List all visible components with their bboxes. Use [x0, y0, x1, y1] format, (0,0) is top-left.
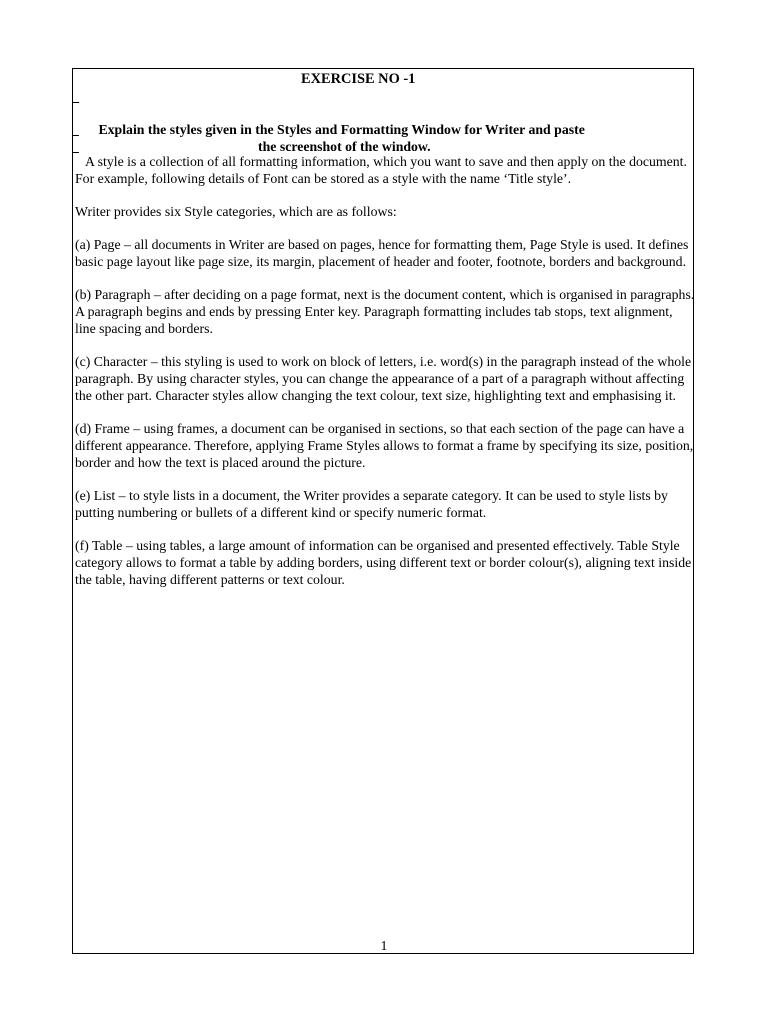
paragraph-list-style: (e) List – to style lists in a document, the Writer provides a separate category. It can be used to style lists by putting numbering or bullets of a different kind or specify numeric format.: [75, 488, 668, 520]
paragraph-intro: A style is a collection of all formatting information, which you want to save and then apply on the document. For example, following details of Font can be stored as a style with the name ‘Title style’.: [75, 154, 687, 186]
paragraph-character-style: (c) Character – this styling is used to work on block of letters, i.e. word(s) in the paragraph instead of the whole paragraph. By using character styles, you can change the appearance of a part of a paragraph without affecting the other part. Character styles allow changing the text colour, text size, highlighting text and emphasising it.: [75, 354, 692, 403]
exercise-title-line: [72, 70, 694, 106]
paragraph-table-style: (f) Table – using tables, a large amount of information can be organised and presented effectively. Table Style category allows to format a table by adding borders, using different text or border colour(s), aligning text inside the table, having different patterns or text colour.: [75, 538, 692, 587]
question-heading-text-1: Explain the styles given in the Styles and Formatting Window for Writer and paste: [95, 122, 585, 137]
page-number: 1: [380, 938, 388, 953]
paragraph-frame-style: (d) Frame – using frames, a document can be organised in sections, so that each section of the page can have a different appearance. Therefore, applying Frame Styles allows to format a frame by specifying its size, position, border and how the text is placed around the picture.: [75, 421, 694, 470]
paragraph-paragraph-style: (b) Paragraph – after deciding on a page format, next is the document content, which is organised in paragraphs. A paragraph begins and ends by pressing Enter key. Paragraph formatting includes tab stops, text alignment, line spacing and borders.: [75, 287, 695, 337]
paragraph-categories-intro: Writer provides six Style categories, which are as follows:: [75, 204, 397, 220]
paragraph-page-style: (a) Page – all documents in Writer are based on pages, hence for formatting them, Page Style is used. It defines basic page layout like page size, its margin, placement of header and footer, footnote, borders and background.: [75, 237, 689, 270]
question-heading-line-2: [72, 121, 694, 155]
document-body: [75, 154, 695, 605]
exercise-title: EXERCISE NO -1: [301, 71, 416, 87]
question-heading-text-2: the screenshot of the window.: [258, 139, 435, 154]
